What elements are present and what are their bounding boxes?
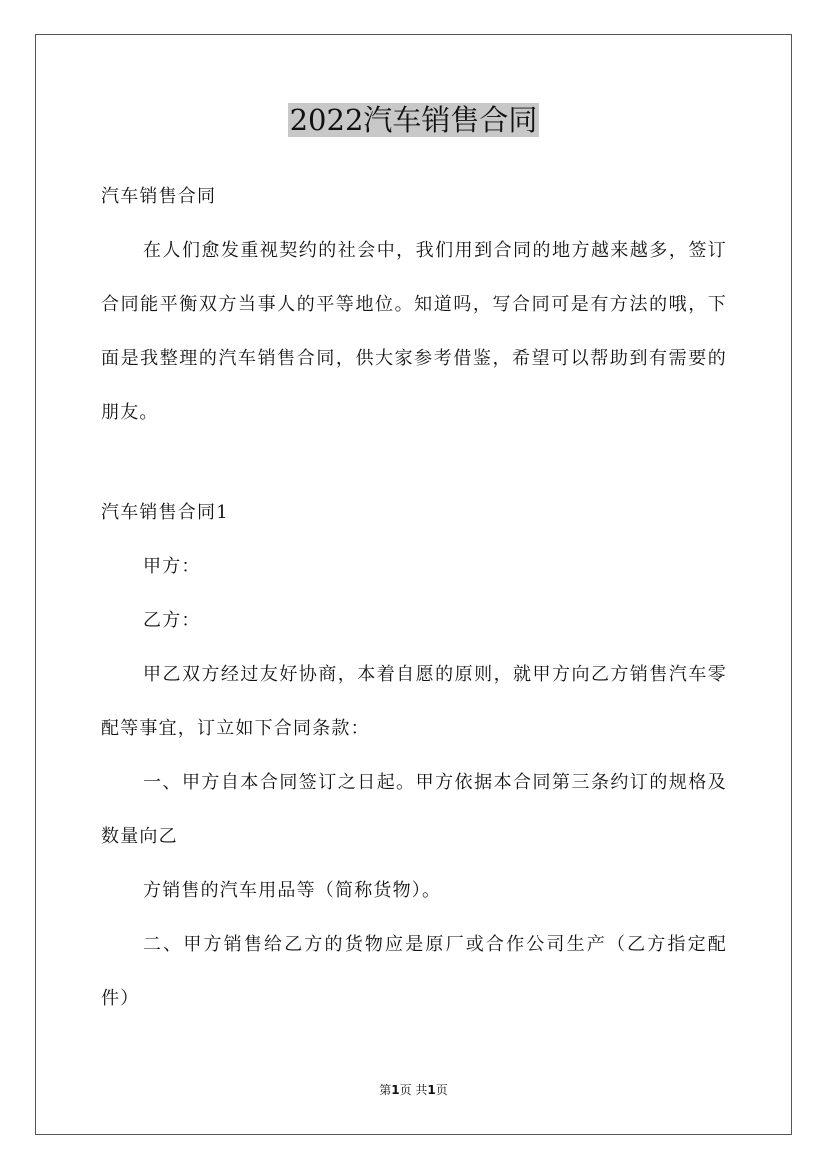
paragraph-gap bbox=[101, 440, 727, 486]
page-current-number: 1 bbox=[391, 1083, 400, 1097]
page-suffix: 页 bbox=[435, 1083, 448, 1097]
page-total-number: 1 bbox=[427, 1083, 436, 1097]
section-heading: 汽车销售合同1 bbox=[101, 502, 229, 523]
contract-paragraph-2: 一、甲方自本合同签订之日起。甲方依据本合同第三条约订的规格及数量向乙 bbox=[101, 772, 727, 847]
page-prefix: 第 bbox=[379, 1083, 392, 1097]
document-title-text: 2022汽车销售合同 bbox=[289, 103, 538, 137]
party-b-line: 乙方： bbox=[143, 610, 201, 631]
page-middle: 页 共 bbox=[399, 1083, 428, 1097]
contract-paragraph-3: 方销售的汽车用品等（简称货物）。 bbox=[143, 880, 442, 901]
document-title bbox=[0, 100, 827, 140]
document-body bbox=[101, 170, 727, 1026]
page-footer bbox=[0, 1080, 827, 1100]
document-subtitle: 汽车销售合同 bbox=[101, 186, 217, 207]
contract-paragraph-1: 甲乙双方经过友好协商，本着自愿的原则，就甲方向乙方销售汽车零配等事宜，订立如下合同条款： bbox=[101, 664, 727, 739]
contract-paragraph-4: 二、甲方销售给乙方的货物应是原厂或合作公司生产（乙方指定配件） bbox=[101, 934, 727, 1009]
intro-paragraph: 在人们愈发重视契约的社会中，我们用到合同的地方越来越多，签订合同能平衡双方当事人的平等地位。知道吗，写合同可是有方法的哦，下面是我整理的汽车销售合同，供大家参考借鉴，希望可以帮助到有需要的朋友。 bbox=[101, 240, 727, 423]
party-a-line: 甲方： bbox=[143, 556, 201, 577]
